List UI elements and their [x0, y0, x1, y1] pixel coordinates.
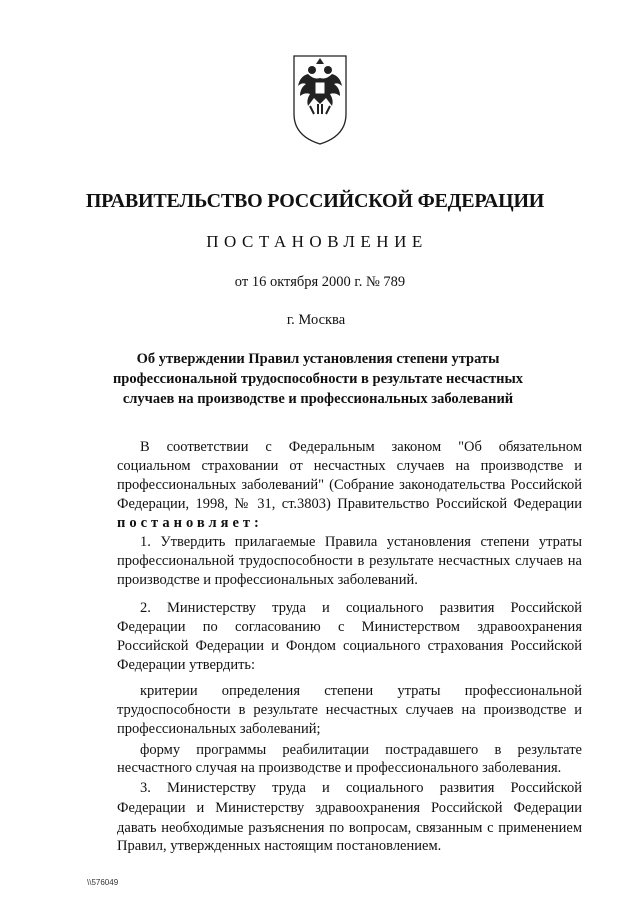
body-line: Федерации по согласованию с Министерством здравоохранения	[117, 619, 582, 635]
body-line: Федерации утвердить:	[117, 657, 256, 673]
body-line: трудоспособности в результате несчастных случаев на производстве и	[117, 702, 582, 718]
coat-of-arms-emblem	[288, 52, 352, 148]
body-line: форму программы реабилитации пострадавшего в результате	[140, 742, 582, 758]
body-line: 2. Министерству труда и социального развития Российской	[140, 600, 582, 616]
body-line: профессиональных заболеваний" (Собрание законодательства Российской	[117, 477, 582, 493]
body-line: В соответствии с Федеральным законом "Об обязательном	[140, 439, 582, 455]
resolves-keyword: постановляет:	[117, 515, 263, 531]
body-line: Федерации, 1998, № 31, ст.3803) Правительство Российской Федерации	[117, 496, 582, 512]
body-line: Правил, утвержденных настоящим постановлением.	[117, 838, 442, 854]
body-line: давать необходимые разъяснения по вопросам, связанным с применением	[117, 820, 582, 836]
body-line: профессиональных заболеваний;	[117, 721, 321, 737]
subject-line: случаев на производстве и профессиональных заболеваний	[122, 391, 514, 407]
document-date-number: от 16 октября 2000 г. № 789	[234, 274, 406, 290]
body-line: производстве и профессиональных заболеваний.	[117, 572, 418, 588]
body-line: Федерации и Министерству здравоохранения Российской Федерации	[117, 800, 582, 816]
body-line: несчастного случая на производстве и профессионального заболевания.	[117, 760, 562, 776]
body-line: критерии определения степени утраты профессиональной	[140, 683, 582, 699]
document-city: г. Москва	[286, 312, 346, 328]
body-line: 3. Министерству труда и социального развития Российской	[140, 780, 582, 796]
body-line: социальном страховании от несчастных случаев на производстве и	[117, 458, 582, 474]
body-line: Российской Федерации и Фондом социального страхования Российской	[117, 638, 582, 654]
subject-line: профессиональной трудоспособности в результате несчастных	[112, 371, 524, 387]
document-code: \\576049	[87, 878, 119, 887]
subject-line: Об утверждении Правил установления степени утраты	[136, 351, 500, 367]
body-line: профессиональной трудоспособности в результате несчастных случаев на	[117, 553, 582, 569]
document-type: ПОСТАНОВЛЕНИЕ	[206, 232, 428, 251]
body-line: 1. Утвердить прилагаемые Правила установления степени утраты	[140, 534, 582, 550]
issuer-title: ПРАВИТЕЛЬСТВО РОССИЙСКОЙ ФЕДЕРАЦИИ	[85, 190, 545, 212]
